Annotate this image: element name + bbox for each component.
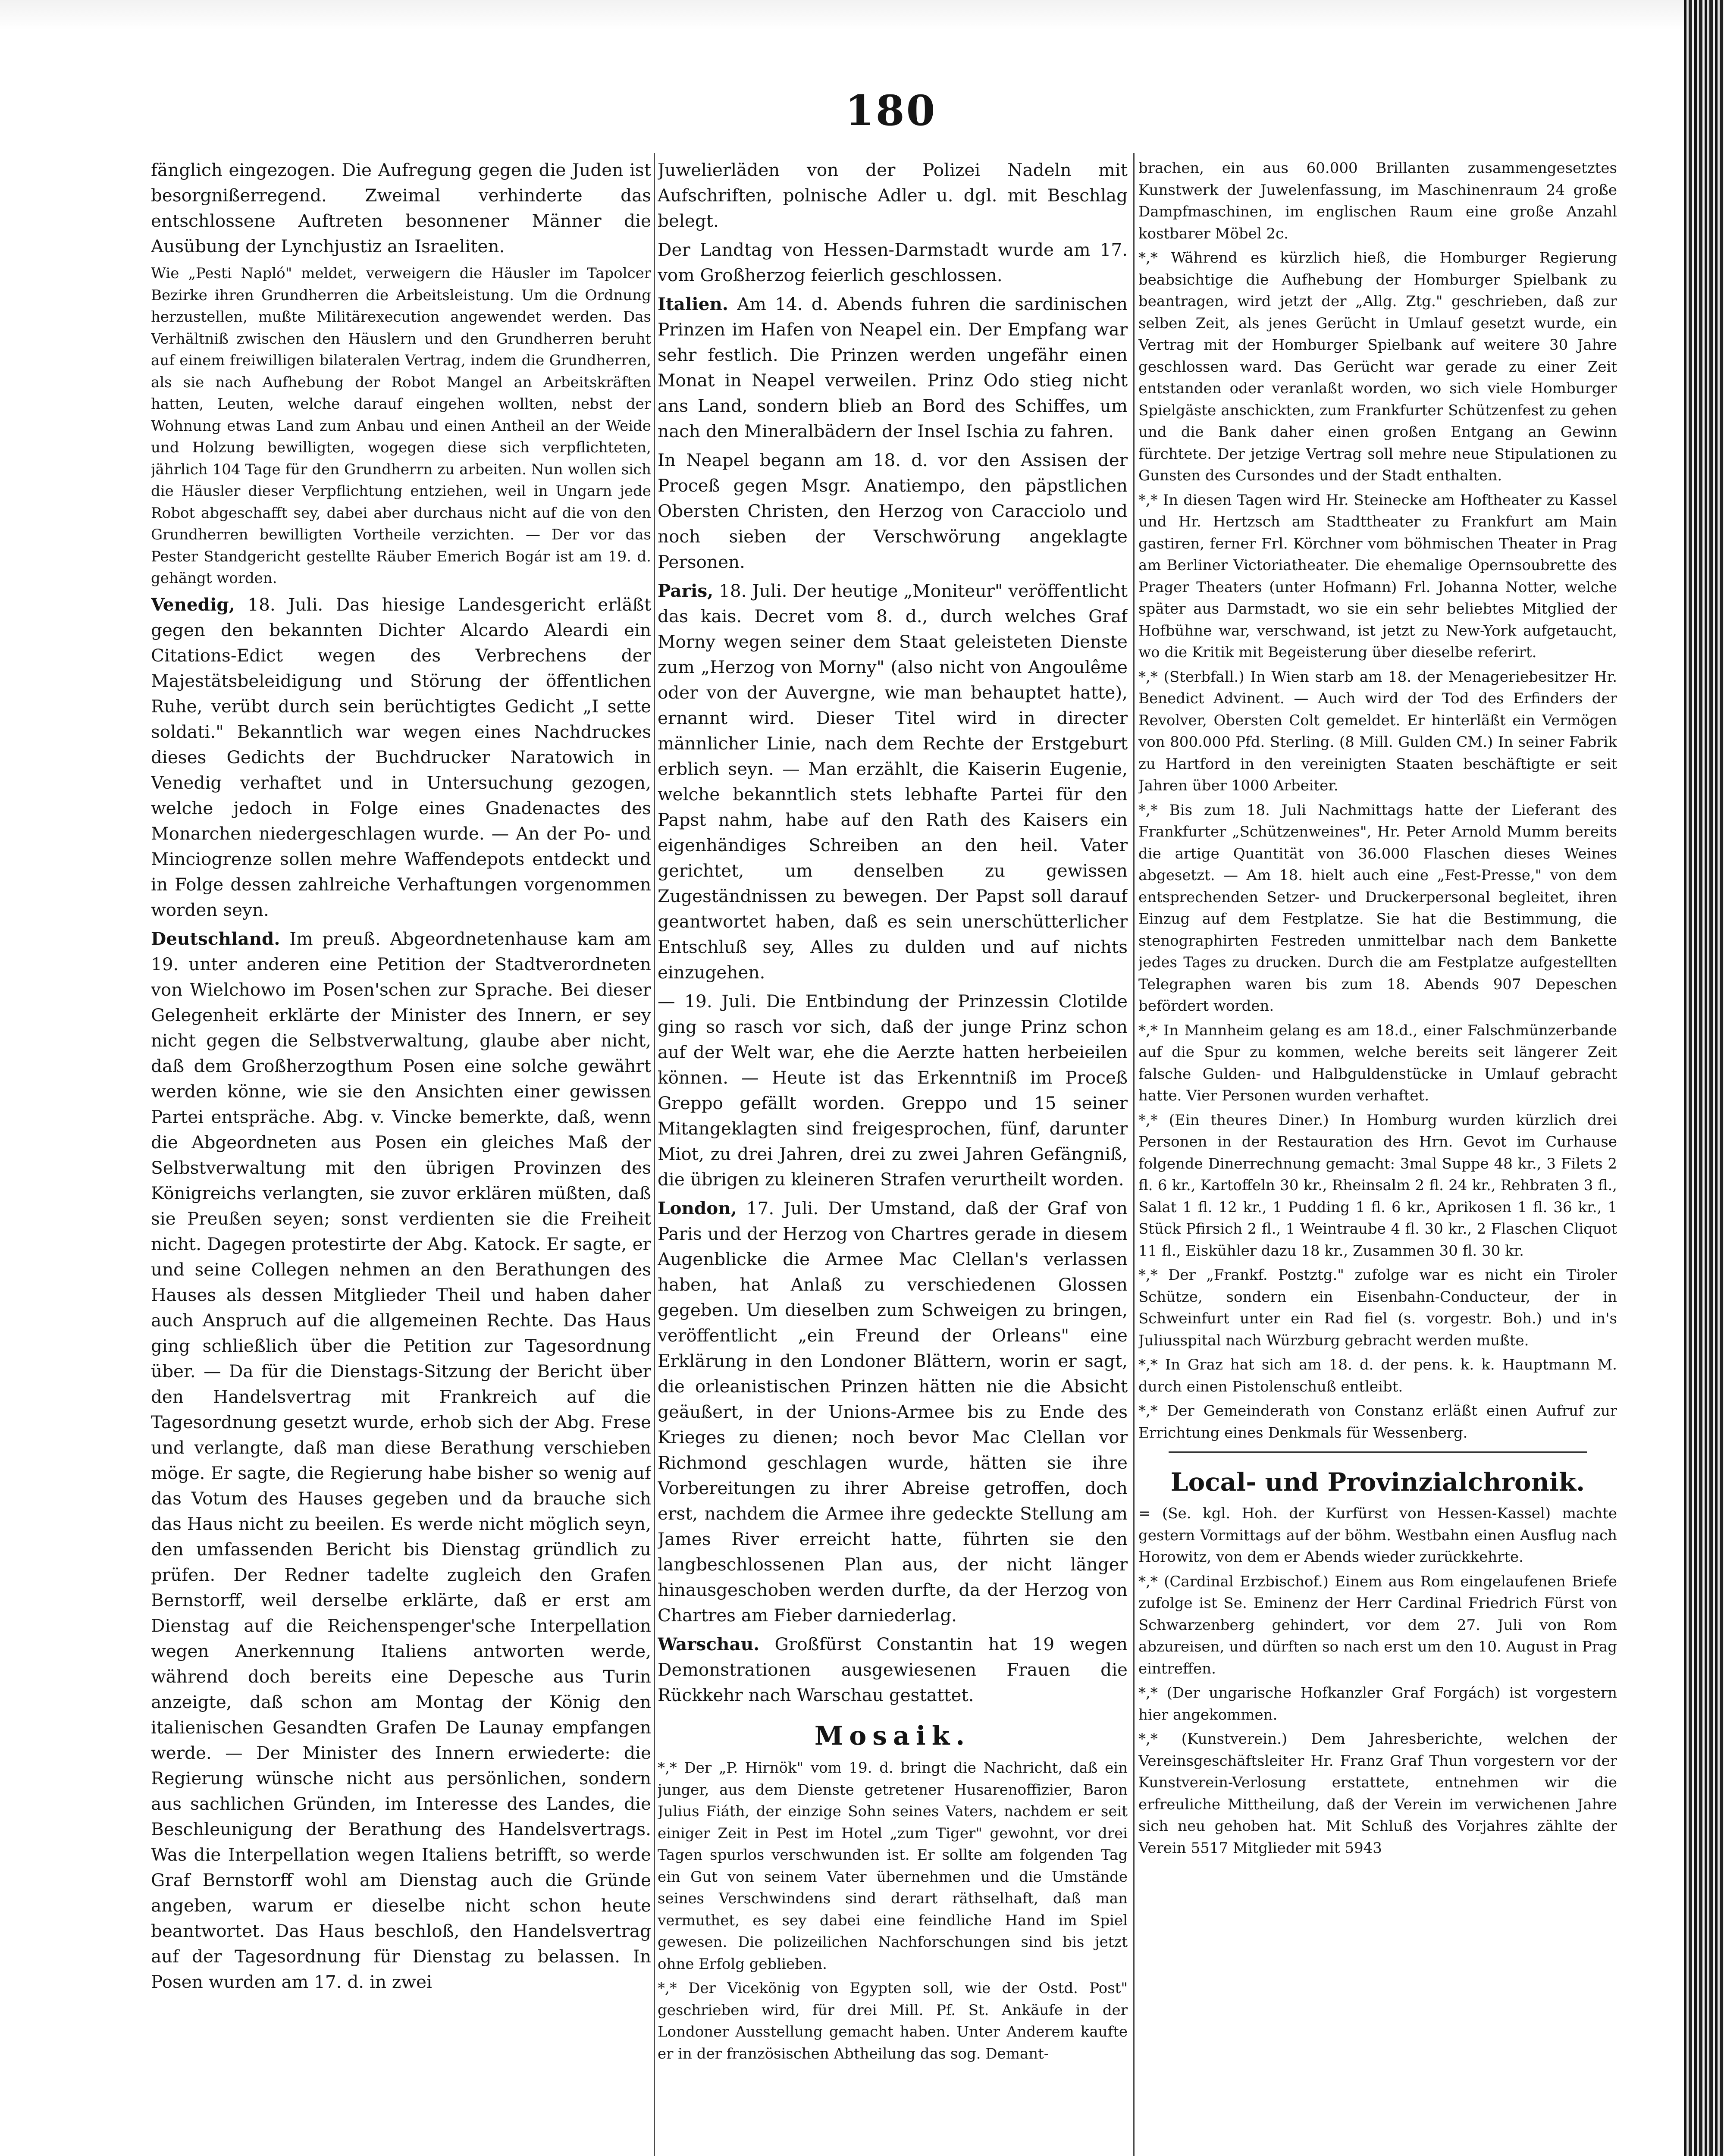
article-text: Juwelierläden von der Polizei Nadeln mit Aufschriften, polnische Adler u. dgl. mit Beschlag belegt.	[658, 160, 1128, 231]
article-text: 17. Juli. Der Umstand, daß der Graf von Paris und der Herzog von Chartres gerade in diesem Augenblicke die Armee Mac Clellan's verlassen haben, hat Anlaß zu verschiedenen Glossen gegeben. Um dieselben zum Schweigen zu bringen, veröffentlicht „ein Freund der Orleans" eine Erklärung in den Londoner Blättern, worin er sagt, die orleanistischen Prinzen hätten nie die Absicht geäußert, in der Unions-Armee bis zu Ende des Krieges zu dienen; noch bevor Mac Clellan vor Richmond geschlagen wurde, hätten sie ihre Vorbereitungen zu ihrer Abreise getroffen, doch erst, nachdem die Armee ihre gedeckte Stellung am James River erreicht hatte, führten sie den langbeschlossenen Plan aus, der nicht länger hinausgeschoben werden durfte, da der Herzog von Chartres am Fieber darniederlag.	[658, 1198, 1128, 1626]
column-left	[151, 157, 651, 2156]
article-paragraph	[1138, 489, 1617, 664]
article-text: = (Se. kgl. Hoh. der Kurfürst von Hessen-Kassel) machte gestern Vormittags auf der böhm. Westbahn einen Ausflug nach Horowitz, von dem er Abends wieder zurückkehrte.	[1138, 1505, 1617, 1566]
column-rule-right	[1133, 153, 1135, 2156]
article-paragraph	[658, 448, 1128, 575]
article-paragraph	[658, 157, 1128, 234]
article-text: 18. Juli. Der heutige „Moniteur" veröffentlicht das kais. Decret vom 8. d., durch welches Graf Morny wegen seiner dem Staat geleisteten Dienste zum „Herzog von Morny" (also nicht von Angoulême oder von der Auvergne, wie man behauptet hatte), ernannt wird. Dieser Titel wird in directer männlicher Linie, nach dem Rechte der Erstgeburt erblich seyn. — Man erzählt, die Kaiserin Eugenie, welche bekanntlich stets lebhafte Partei für den Papst nahm, habe auf den Rath des Kaisers ein eigenhändiges Schreiben an den heil. Vater gerichtet, um denselben zu gewissen Zugeständnissen zu bewegen. Der Papst soll darauf geantwortet haben, daß es sein unerschütterlicher Entschluß sey, Alles zu dulden und auf nichts einzugehen.	[658, 580, 1128, 983]
article-paragraph	[1138, 1264, 1617, 1351]
article-paragraph	[1138, 247, 1617, 487]
article-dateline: Paris,	[658, 580, 714, 601]
article-paragraph	[658, 1977, 1128, 2065]
scan-top-shading	[0, 0, 1724, 30]
article-paragraph	[1138, 666, 1617, 797]
article-paragraph	[658, 989, 1128, 1192]
article-text: brachen, ein aus 60.000 Brillanten zusammengesetztes Kunstwerk der Juwelenfassung, im Maschinenraum 24 große Dampfmaschinen, im englischen Raum eine große Anzahl kostbarer Möbel 2c.	[1138, 160, 1617, 242]
page-number: 180	[845, 86, 937, 135]
article-paragraph	[1138, 799, 1617, 1017]
article-dateline: London,	[658, 1198, 737, 1219]
article-text: *,* (Kunstverein.) Dem Jahresberichte, welchen der Vereinsgeschäftsleiter Hr. Franz Graf Thun vorgestern vor der Kunstverein-Verlosung erstattete, entnehmen wir die erfreuliche Mittheilung, daß der Verein im verwichenen Jahre sich neu gehoben hat. Mit Schluß des Vorjahres zählte der Verein 5517 Mitglieder mit 5943	[1138, 1730, 1617, 1857]
article-text: *,* (Der ungarische Hofkanzler Graf Forgách) ist vorgestern hier angekommen.	[1138, 1684, 1617, 1724]
article-paragraph	[658, 1632, 1128, 1708]
article-text: Der Landtag von Hessen-Darmstadt wurde am 17. vom Großherzog feierlich geschlossen.	[658, 239, 1128, 285]
article-text: *,* Während es kürzlich hieß, die Homburger Regierung beabsichtige die Aufhebung der Homburger Spielbank zu beantragen, wird jetzt der „Allg. Ztg." geschrieben, daß zur selben Zeit, als jenes Gerücht in Umlauf gesetzt wurde, ein Vertrag mit der Homburger Spielbank auf weitere 30 Jahre geschlossen ward. Das Gerücht war gerade zu einer Zeit entstanden oder veranlaßt worden, wo sich viele Homburger Spielgäste anschickten, zum Frankfurter Schützenfest zu gehen und die Bank daher einen großen Entgang an Gewinn fürchtete. Der jetzige Vertrag soll mehre neue Stipulationen zu Gunsten des Cursondes und der Stadt enthalten.	[1138, 249, 1617, 484]
article-dateline: Warschau.	[658, 1634, 760, 1655]
article-paragraph	[658, 1757, 1128, 1975]
article-paragraph	[1138, 1503, 1617, 1568]
column-right	[1138, 157, 1617, 2156]
article-text: *,* In Graz hat sich am 18. d. der pens. k. k. Hauptmann M. durch einen Pistolenschuß entleibt.	[1138, 1356, 1617, 1395]
article-paragraph	[1138, 1354, 1617, 1398]
article-paragraph	[658, 291, 1128, 444]
article-paragraph	[151, 926, 651, 1995]
article-paragraph	[151, 157, 651, 259]
article-text: In Neapel begann am 18. d. vor den Assisen der Proceß gegen Msgr. Anatiempo, den päpstlichen Obersten Christen, den Herzog von Caracciolo und noch sieben der Verschwörung angeklagte Personen.	[658, 450, 1128, 572]
article-text: *,* Der „P. Hirnök" vom 19. d. bringt die Nachricht, daß ein junger, aus dem Dienste getretener Husarenoffizier, Baron Julius Fiáth, der einzige Sohn seines Vaters, nachdem er seit einiger Zeit in Pest im Hotel „zum Tiger" gewohnt, vor drei Tagen spurlos verschwunden ist. Er sollte am folgenden Tag ein Gut von seinem Vater übernehmen und die Umstände seines Verschwindens sind derart räthselhaft, daß man vermuthet, es sey dabei eine feindliche Hand im Spiel gewesen. Die polizeilichen Nachforschungen sind bis jetzt ohne Erfolg geblieben.	[658, 1759, 1128, 1973]
article-text: *,* Der „Frankf. Postztg." zufolge war es nicht ein Tiroler Schütze, sondern ein Eisenbahn-Conducteur, der in Schweinfurt unter ein Rad fiel (s. vorgestr. Boh.) und in's Juliusspital nach Würzburg gebracht werden mußte.	[1138, 1266, 1617, 1349]
section-divider	[1169, 1451, 1587, 1453]
article-paragraph	[658, 1196, 1128, 1628]
article-paragraph	[1138, 1400, 1617, 1444]
article-text: *,* Bis zum 18. Juli Nachmittags hatte der Lieferant des Frankfurter „Schützenweines", Hr. Peter Arnold Mumm bereits die artige Quantität von 36.000 Flaschen dieses Weines abgesetzt. — Am 18. hielt auch eine „Fest-Presse," von dem entsprechenden Setzer- und Druckerpersonal begleitet, ihren Einzug auf dem Festplatze. Sie hat die Bestimmung, die stenographirten Festreden unmittelbar nach dem Bankette jedes Tages zu drucken. Durch die am Festplatze aufgestellten Telegraphen waren bis zum 18. Abends 907 Depeschen befördert worden.	[1138, 801, 1617, 1015]
article-text: *,* In diesen Tagen wird Hr. Steinecke am Hoftheater zu Kassel und Hr. Hertzsch am Stadttheater zu Frankfurt am Main gastiren, ferner Frl. Körchner vom böhmischen Theater in Prag am Berliner Victoriatheater. Die ehemalige Opernsoubrette des Prager Theaters (unter Hofmann) Frl. Johanna Notter, welche später aus Darmstadt, wo sie ein sehr beliebtes Mitglied der Hofbühne war, verschwand, ist jetzt zu New-York aufgetaucht, wo die Kritik mit Begeisterung über dieselbe referirt.	[1138, 491, 1617, 661]
article-paragraph	[1138, 1109, 1617, 1262]
article-text: *,* In Mannheim gelang es am 18.d., einer Falschmünzerbande auf die Spur zu kommen, welche bereits seit längerer Zeit falsche Gulden- und Halbguldenstücke in Umlauf gebracht hatte. Vier Personen wurden verhaftet.	[1138, 1022, 1617, 1104]
article-text: *,* Der Vicekönig von Egypten soll, wie der Ostd. Post" geschrieben wird, für drei Mill. Pf. St. Ankäufe in der Londoner Ausstellung gemacht haben. Unter Anderem kaufte er in der französischen Abtheilung das sog. Demant-	[658, 1980, 1128, 2062]
article-text: *,* Der Gemeinderath von Constanz erläßt einen Aufruf zur Errichtung eines Denkmals für Wessenberg.	[1138, 1402, 1617, 1442]
article-paragraph	[151, 263, 651, 589]
article-paragraph	[1138, 157, 1617, 244]
article-text: *,* (Cardinal Erzbischof.) Einem aus Rom eingelaufenen Briefe zufolge ist Se. Eminenz der Herr Cardinal Friedrich Fürst von Schwarzenberg gehindert, vor dem 27. Juli von Rom abzureisen, und dürften so nach erst um den 10. August in Prag eintreffen.	[1138, 1573, 1617, 1677]
article-text: fänglich eingezogen. Die Aufregung gegen die Juden ist besorgnißerregend. Zweimal verhinderte das entschlossene Auftreten besonnener Männer die Ausübung der Lynchjustiz an Israeliten.	[151, 160, 651, 257]
article-dateline: Italien.	[658, 294, 728, 314]
article-paragraph	[658, 578, 1128, 985]
article-text: *,* (Ein theures Diner.) In Homburg wurden kürzlich drei Personen in der Restauration des Hrn. Gevot im Curhause folgende Dinerrechnung gemacht: 3mal Suppe 48 kr., 3 Filets 2 fl. 6 kr., Kartoffeln 30 kr., Rheinsalm 2 fl. 24 kr., Rehbraten 3 fl., Salat 1 fl. 12 kr., 1 Pudding 1 fl. 6 kr., Aprikosen 1 fl. 36 kr., 1 Stück Pfirsich 2 fl., 1 Weintraube 4 fl. 30 kr., 2 Flaschen Cliquot 11 fl., Eiskühler dazu 18 kr., Zusammen 30 fl. 30 kr.	[1138, 1111, 1617, 1260]
article-paragraph	[151, 592, 651, 923]
article-text: *,* (Sterbfall.) In Wien starb am 18. der Menageriebesitzer Hr. Benedict Advinent. — Auch wird der Tod des Erfinders der Revolver, Obersten Colt gemeldet. Er hinterläßt ein Vermögen von 800.000 Pfd. Sterling. (8 Mill. Gulden CM.) In seiner Fabrik zu Hartford in den vereinigten Staaten beschäftigte er seit Jahren über 1000 Arbeiter.	[1138, 668, 1617, 794]
article-paragraph	[1138, 1728, 1617, 1859]
section-heading	[1138, 1467, 1617, 1497]
scan-edge-strip	[1684, 0, 1724, 2156]
article-dateline: Venedig,	[151, 594, 235, 615]
article-text: Local- und Provinzialchronik.	[1170, 1467, 1585, 1497]
article-text: Großfürst Constantin hat 19 wegen Demonstrationen ausgewiesenen Frauen die Rückkehr nach Warschau gestattet.	[658, 1634, 1128, 1705]
article-text: Wie „Pesti Napló" meldet, verweigern die Häusler im Tapolcer Bezirke ihren Grundherren die Arbeitsleistung. Um die Ordnung herzustellen, mußte Militärexecution angewendet werden. Das Verhältniß zwischen den Häuslern und den Grundherren beruht auf einem freiwilligen bilateralen Vertrag, indem die Grundherren, als sie nach Aufhebung der Robot Mangel an Arbeitskräften hatten, Leuten, welche darauf eingehen wollten, nebst der Wohnung etwas Land zum Anbau und einen Antheil an der Weide und Holzung bewilligten, wogegen diese sich verpflichteten, jährlich 104 Tage für den Grundherrn zu arbeiten. Nun wollen sich die Häusler dieser Verpflichtung entziehen, weil in Ungarn jede Robot abgeschafft sey, dabei aber durchaus nicht auf die von den Grundherren bewilligten Vortheile verzichten. — Der vor das Pester Standgericht gestellte Räuber Emerich Bogár ist am 19. d. gehängt worden.	[151, 265, 651, 587]
article-text: Im preuß. Abgeordnetenhause kam am 19. unter anderen eine Petition der Stadtverordneten von Wielchowo im Posen'schen zur Sprache. Bei dieser Gelegenheit erklärte der Minister des Innern, er sey nicht gegen die Selbstverwaltung, glaube aber nicht, daß dem Großherzogthum Posen eine solche gewährt werden könne, wie sie den Ansichten einer gewissen Partei entspräche. Abg. v. Vincke bemerkte, daß, wenn die Abgeordneten aus Posen ein gleiches Maß der Selbstverwaltung mit den übrigen Provinzen des Königreichs verlangten, sie zuvor erklären müßten, daß sie Preußen seyen; sonst verdienten sie die Freiheit nicht. Dagegen protestirte der Abg. Katock. Er sagte, er und seine Collegen nehmen an den Berathungen des Hauses als dessen Mitglieder Theil und haben daher auch Anspruch auf die allgemeinen Rechte. Das Haus ging schließlich über die Petition zur Tagesordnung über. — Da für die Dienstags-Sitzung der Bericht über den Handelsvertrag mit Frankreich auf die Tagesordnung gesetzt wurde, erhob sich der Abg. Frese und verlangte, daß man diese Berathung verschieben möge. Er sagte, die Regierung habe bisher so wenig auf das Votum des Hauses gegeben und da brauche sich das Haus nicht zu beeilen. Es werde nicht möglich seyn, den umfassenden Bericht bis Dienstag gründlich zu prüfen. Der Redner tadelte zugleich den Grafen Bernstorff, weil derselbe erklärte, daß er erst am Dienstag auf die Reichenspenger'sche Interpellation wegen Anerkennung Italiens antworten werde, während doch bereits eine Depesche aus Turin anzeigte, daß schon am Montag der König den italienischen Gesandten Grafen De Launay empfangen werde. — Der Minister des Innern erwiederte: die Regierung wünsche nicht aus persönlichen, sondern aus sachlichen Gründen, im Interesse des Landes, die Beschleunigung der Berathung des Handelsvertrags. Was die Interpellation wegen Italiens betrifft, so werde Graf Bernstorff wohl am Dienstag auch die Gründe angeben, warum er dieselbe nicht schon heute beantwortet. Das Haus beschloß, den Handelsvertrag auf der Tagesordnung für Dienstag zu belassen. In Posen wurden am 17. d. in zwei	[151, 928, 651, 1992]
article-paragraph	[1138, 1571, 1617, 1680]
article-paragraph	[658, 237, 1128, 288]
column-middle	[658, 157, 1128, 2156]
article-text: Mosaik.	[814, 1721, 971, 1751]
article-paragraph	[1138, 1682, 1617, 1726]
article-paragraph	[1138, 1020, 1617, 1107]
section-heading	[658, 1721, 1128, 1751]
article-text: Am 14. d. Abends fuhren die sardinischen Prinzen im Hafen von Neapel ein. Der Empfang war sehr festlich. Die Prinzen werden ungefähr einen Monat in Neapel verweilen. Prinz Odo stieg nicht ans Land, sondern blieb an Bord des Schiffes, um nach den Mineralbädern der Insel Ischia zu fahren.	[658, 294, 1128, 442]
article-text: 18. Juli. Das hiesige Landesgericht erläßt gegen den bekannten Dichter Alcardo Aleardi ein Citations-Edict wegen des Verbrechens der Majestätsbeleidigung und Störung der öffentlichen Ruhe, verübt durch sein berüchtigtes Gedicht „I sette soldati." Bekanntlich war wegen eines Nachdruckes dieses Gedichts der Buchdrucker Naratowich in Venedig verhaftet und in Untersuchung gezogen, welche jedoch in Folge eines Gnadenactes des Monarchen niedergeschlagen wurde. — An der Po- und Minciogrenze sollen mehre Waffendepots entdeckt und in Folge dessen zahlreiche Verhaftungen vorgenommen worden seyn.	[151, 594, 651, 920]
article-dateline: Deutschland.	[151, 928, 280, 949]
column-rule-left	[654, 153, 655, 2156]
article-text: — 19. Juli. Die Entbindung der Prinzessin Clotilde ging so rasch vor sich, daß der junge Prinz schon auf der Welt war, ehe die Aerzte hatten herbeieilen können. — Heute ist das Erkenntniß im Proceß Greppo gefällt worden. Greppo und 15 seiner Mitangeklagten sind freigesprochen, fünf, darunter Miot, zu drei Jahren, drei zu zwei Jahren Gefängniß, die übrigen zu kleineren Strafen verurtheilt worden.	[658, 991, 1128, 1190]
